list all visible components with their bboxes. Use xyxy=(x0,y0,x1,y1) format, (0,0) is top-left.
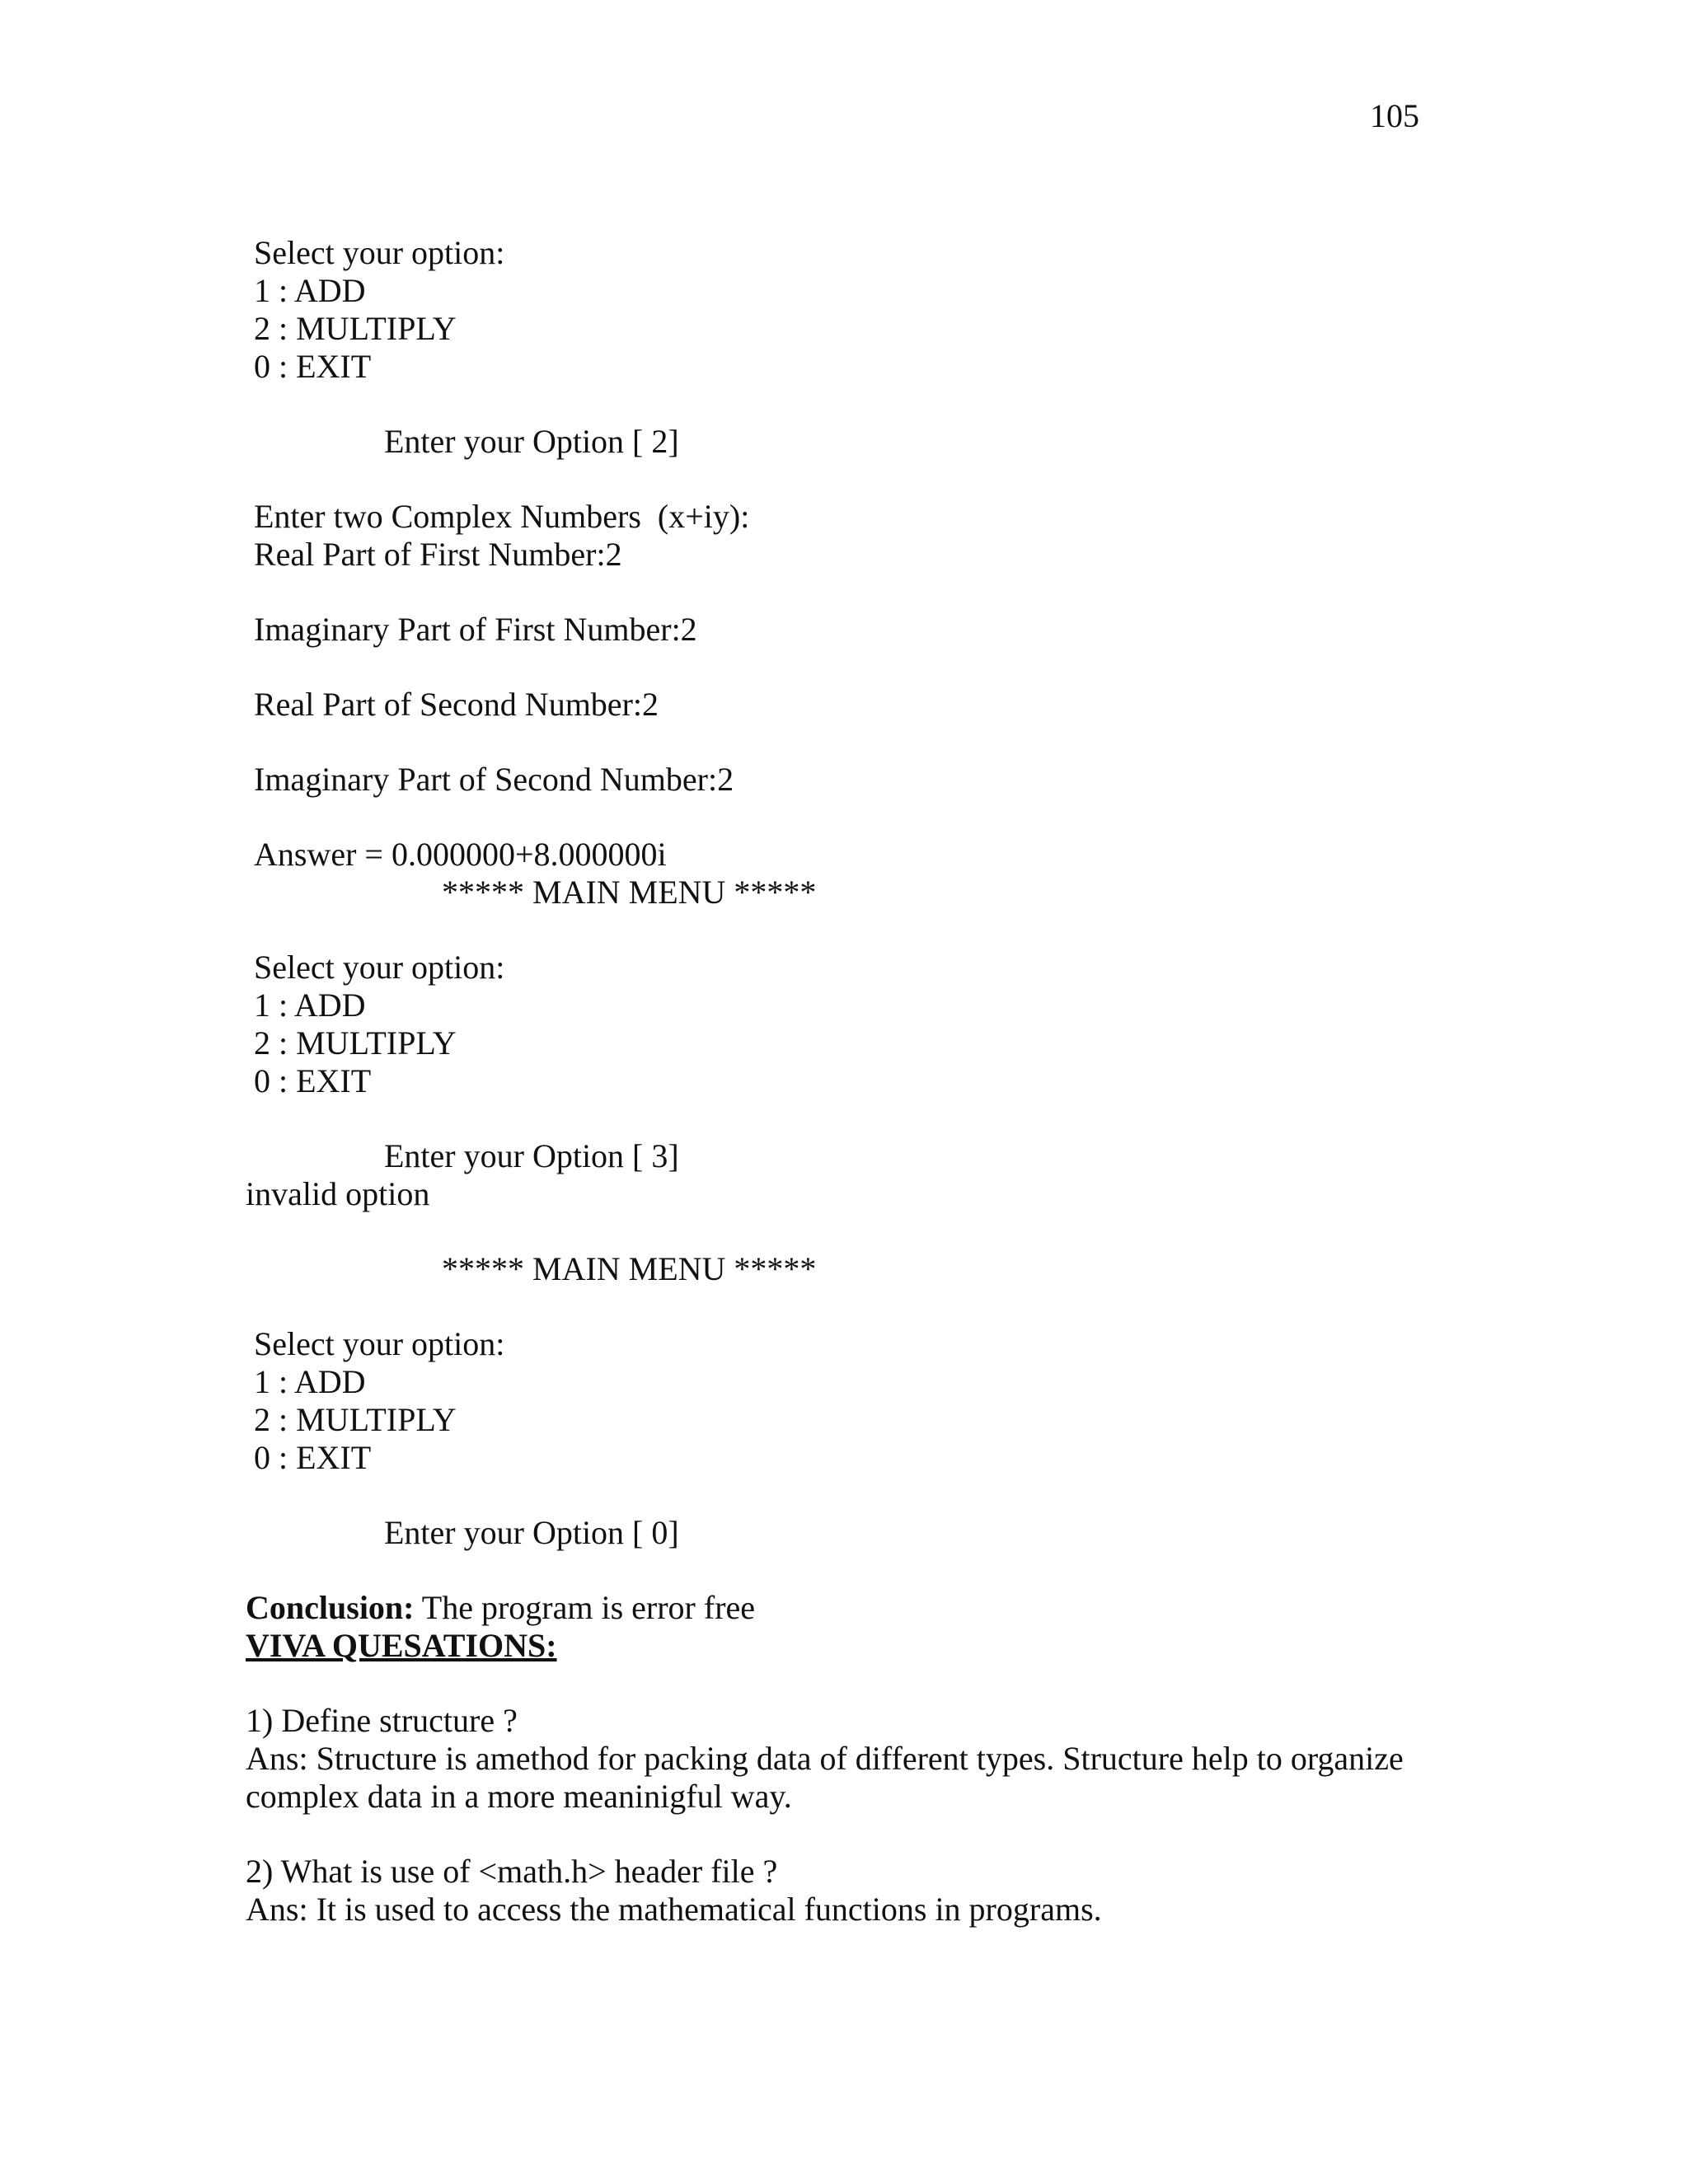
menu-option-multiply: 2 : MULTIPLY xyxy=(254,310,457,347)
select-option-label: Select your option: xyxy=(254,1325,505,1362)
viva-heading: VIVA QUESATIONS: xyxy=(246,1627,557,1664)
complex-numbers-prompt: Enter two Complex Numbers (x+iy): xyxy=(254,498,750,535)
enter-option-line: Enter your Option [ 2] xyxy=(384,423,679,460)
invalid-option-message: invalid option xyxy=(246,1175,430,1212)
answer-line: Answer = 0.000000+8.000000i xyxy=(254,836,667,873)
viva-question-2: 2) What is use of <math.h> header file ? xyxy=(246,1853,778,1890)
conclusion-paragraph xyxy=(246,1589,755,1627)
menu-option-exit: 0 : EXIT xyxy=(254,1062,372,1099)
enter-option-line: Enter your Option [ 3] xyxy=(384,1137,679,1174)
imaginary-part-second: Imaginary Part of Second Number:2 xyxy=(254,761,734,798)
conclusion-label: Conclusion: xyxy=(246,1589,415,1626)
real-part-second: Real Part of Second Number:2 xyxy=(254,686,659,723)
menu-option-multiply: 2 : MULTIPLY xyxy=(254,1401,457,1438)
viva-answer-1-line-2: complex data in a more meaninigful way. xyxy=(246,1778,792,1815)
conclusion-text: The program is error free xyxy=(414,1589,756,1626)
real-part-first: Real Part of First Number:2 xyxy=(254,536,622,573)
menu-option-exit: 0 : EXIT xyxy=(254,1439,372,1476)
menu-option-exit: 0 : EXIT xyxy=(254,348,372,385)
page-number: 105 xyxy=(1370,97,1419,134)
viva-answer-2: Ans: It is used to access the mathematical functions in programs. xyxy=(246,1891,1102,1928)
menu-option-add: 1 : ADD xyxy=(254,1363,366,1400)
select-option-label: Select your option: xyxy=(254,234,505,271)
enter-option-line: Enter your Option [ 0] xyxy=(384,1514,679,1551)
menu-option-add: 1 : ADD xyxy=(254,272,366,309)
viva-question-1: 1) Define structure ? xyxy=(246,1702,518,1739)
viva-answer-1-line-1: Ans: Structure is amethod for packing data of different types. Structure help to organize xyxy=(246,1740,1404,1777)
imaginary-part-first: Imaginary Part of First Number:2 xyxy=(254,611,697,648)
menu-option-multiply: 2 : MULTIPLY xyxy=(254,1024,457,1062)
select-option-label: Select your option: xyxy=(254,949,505,986)
menu-option-add: 1 : ADD xyxy=(254,987,366,1024)
main-menu-title: ***** MAIN MENU ***** xyxy=(442,1250,817,1287)
main-menu-title: ***** MAIN MENU ***** xyxy=(442,874,817,911)
